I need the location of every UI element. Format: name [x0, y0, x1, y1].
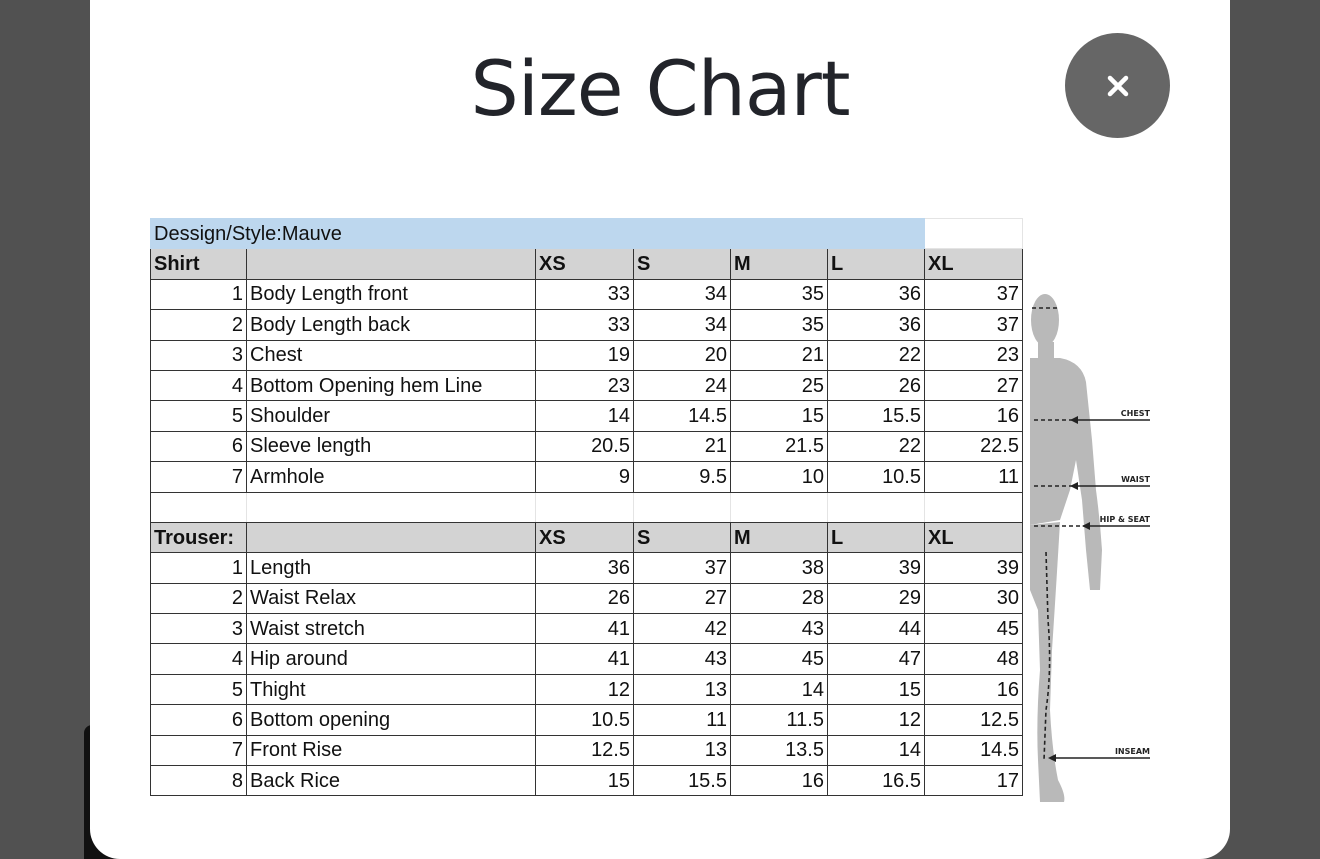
- size-value: 15: [828, 674, 925, 704]
- size-value: 20.5: [536, 431, 634, 461]
- table-row: [151, 705, 1023, 735]
- table-row: [151, 766, 1023, 796]
- size-value: 38: [731, 553, 828, 583]
- size-value: 22: [828, 340, 925, 370]
- size-value: 36: [536, 553, 634, 583]
- size-value: 23: [925, 340, 1023, 370]
- size-value: 10.5: [828, 462, 925, 492]
- empty-cell: [828, 492, 925, 522]
- size-value: 13: [634, 674, 731, 704]
- size-value: 36: [828, 310, 925, 340]
- table-row: [151, 553, 1023, 583]
- size-value: 34: [634, 279, 731, 309]
- size-value: 29: [828, 583, 925, 613]
- size-value: 15: [536, 766, 634, 796]
- empty-cell: [247, 492, 536, 522]
- size-chart-modal: [90, 0, 1230, 859]
- size-value: 35: [731, 310, 828, 340]
- size-value: 11.5: [731, 705, 828, 735]
- size-value: 12.5: [925, 705, 1023, 735]
- table-row: [151, 370, 1023, 400]
- measurement-name: Shoulder: [247, 401, 536, 431]
- size-value: 45: [925, 614, 1023, 644]
- table-row: [151, 401, 1023, 431]
- size-value: 12.5: [536, 735, 634, 765]
- size-value: 11: [925, 462, 1023, 492]
- row-number: 5: [151, 401, 247, 431]
- size-value: 24: [634, 370, 731, 400]
- size-value: 13.5: [731, 735, 828, 765]
- measurement-name: Thight: [247, 674, 536, 704]
- row-number: 2: [151, 583, 247, 613]
- row-number: 3: [151, 614, 247, 644]
- measurement-name: Chest: [247, 340, 536, 370]
- empty-cell: [151, 492, 247, 522]
- row-number: 2: [151, 310, 247, 340]
- size-value: 20: [634, 340, 731, 370]
- empty-cell: [925, 219, 1023, 249]
- size-value: 23: [536, 370, 634, 400]
- size-value: 25: [731, 370, 828, 400]
- size-value: 26: [536, 583, 634, 613]
- table-row: [151, 462, 1023, 492]
- size-value: 16: [925, 674, 1023, 704]
- table-row: [151, 310, 1023, 340]
- size-value: 27: [634, 583, 731, 613]
- size-value: 21.5: [731, 431, 828, 461]
- table-row: [151, 431, 1023, 461]
- trouser-header-row: [151, 522, 1023, 552]
- size-value: 37: [925, 310, 1023, 340]
- table-row: [151, 674, 1023, 704]
- size-value: 12: [828, 705, 925, 735]
- size-value: 35: [731, 279, 828, 309]
- size-value: 39: [828, 553, 925, 583]
- design-row: [151, 219, 1023, 249]
- size-value: 16: [925, 401, 1023, 431]
- table-row: [151, 614, 1023, 644]
- size-value: 39: [925, 553, 1023, 583]
- row-number: 3: [151, 340, 247, 370]
- size-value: 47: [828, 644, 925, 674]
- size-value: 14: [828, 735, 925, 765]
- size-value: 16: [731, 766, 828, 796]
- size-header-l: L: [828, 522, 925, 552]
- size-value: 14: [731, 674, 828, 704]
- row-number: 5: [151, 674, 247, 704]
- table-row: [151, 340, 1023, 370]
- measurement-name: Bottom opening: [247, 705, 536, 735]
- size-value: 15.5: [828, 401, 925, 431]
- chest-label: CHEST: [1120, 409, 1150, 418]
- human-silhouette-icon: [1030, 294, 1102, 802]
- empty-cell: [731, 492, 828, 522]
- size-value: 37: [925, 279, 1023, 309]
- row-number: 8: [151, 766, 247, 796]
- inseam-label: INSEAM: [1114, 747, 1150, 756]
- measurement-name: Front Rise: [247, 735, 536, 765]
- row-number: 6: [151, 431, 247, 461]
- measurement-name: Waist Relax: [247, 583, 536, 613]
- row-number: 1: [151, 279, 247, 309]
- size-header-xs: XS: [536, 249, 634, 279]
- shirt-header-row: [151, 249, 1023, 279]
- empty-cell: [536, 492, 634, 522]
- measurement-name: Body Length front: [247, 279, 536, 309]
- size-value: 34: [634, 310, 731, 340]
- size-value: 26: [828, 370, 925, 400]
- measurement-name: Body Length back: [247, 310, 536, 340]
- measurement-name: Length: [247, 553, 536, 583]
- header-blank-cell: [247, 522, 536, 552]
- size-header-s: S: [634, 249, 731, 279]
- size-header-s: S: [634, 522, 731, 552]
- size-table: [150, 218, 1023, 796]
- waist-label: WAIST: [1121, 475, 1150, 484]
- row-number: 1: [151, 553, 247, 583]
- table-row: [151, 735, 1023, 765]
- row-number: 6: [151, 705, 247, 735]
- size-value: 21: [731, 340, 828, 370]
- size-value: 11: [634, 705, 731, 735]
- size-header-xs: XS: [536, 522, 634, 552]
- size-chart-image: [150, 218, 1160, 808]
- size-header-m: M: [731, 522, 828, 552]
- row-number: 4: [151, 644, 247, 674]
- size-value: 45: [731, 644, 828, 674]
- design-style-cell: Dessign/Style:Mauve: [151, 219, 925, 249]
- empty-cell: [634, 492, 731, 522]
- row-number: 7: [151, 462, 247, 492]
- body-measurement-figure: [1030, 290, 1160, 810]
- spacer-row: [151, 492, 1023, 522]
- size-value: 10.5: [536, 705, 634, 735]
- size-value: 17: [925, 766, 1023, 796]
- table-row: [151, 644, 1023, 674]
- size-value: 12: [536, 674, 634, 704]
- size-value: 16.5: [828, 766, 925, 796]
- size-value: 22.5: [925, 431, 1023, 461]
- size-header-xl: XL: [925, 249, 1023, 279]
- modal-title: Size Chart: [470, 44, 850, 133]
- close-button[interactable]: [1065, 33, 1170, 138]
- size-value: 30: [925, 583, 1023, 613]
- size-value: 14.5: [634, 401, 731, 431]
- size-value: 14: [536, 401, 634, 431]
- size-value: 36: [828, 279, 925, 309]
- empty-cell: [925, 492, 1023, 522]
- measurement-name: Back Rice: [247, 766, 536, 796]
- shirt-section-label: Shirt: [151, 249, 247, 279]
- size-value: 27: [925, 370, 1023, 400]
- measurement-name: Hip around: [247, 644, 536, 674]
- size-value: 9: [536, 462, 634, 492]
- size-value: 33: [536, 310, 634, 340]
- table-row: [151, 279, 1023, 309]
- measurement-name: Armhole: [247, 462, 536, 492]
- size-header-xl: XL: [925, 522, 1023, 552]
- size-header-m: M: [731, 249, 828, 279]
- size-value: 44: [828, 614, 925, 644]
- header-blank-cell: [247, 249, 536, 279]
- hip-seat-label: HIP & SEAT: [1099, 515, 1150, 524]
- size-value: 22: [828, 431, 925, 461]
- measurement-name: Waist stretch: [247, 614, 536, 644]
- row-number: 7: [151, 735, 247, 765]
- size-value: 41: [536, 614, 634, 644]
- size-value: 19: [536, 340, 634, 370]
- size-value: 21: [634, 431, 731, 461]
- size-value: 9.5: [634, 462, 731, 492]
- close-icon: [1104, 72, 1132, 100]
- size-value: 15: [731, 401, 828, 431]
- size-value: 33: [536, 279, 634, 309]
- trouser-section-label: Trouser:: [151, 522, 247, 552]
- table-row: [151, 583, 1023, 613]
- size-header-l: L: [828, 249, 925, 279]
- size-value: 14.5: [925, 735, 1023, 765]
- size-value: 15.5: [634, 766, 731, 796]
- measurement-name: Bottom Opening hem Line: [247, 370, 536, 400]
- size-value: 28: [731, 583, 828, 613]
- size-value: 41: [536, 644, 634, 674]
- size-value: 13: [634, 735, 731, 765]
- size-value: 48: [925, 644, 1023, 674]
- size-value: 43: [731, 614, 828, 644]
- measurement-name: Sleeve length: [247, 431, 536, 461]
- size-value: 43: [634, 644, 731, 674]
- size-value: 10: [731, 462, 828, 492]
- size-value: 37: [634, 553, 731, 583]
- size-value: 42: [634, 614, 731, 644]
- row-number: 4: [151, 370, 247, 400]
